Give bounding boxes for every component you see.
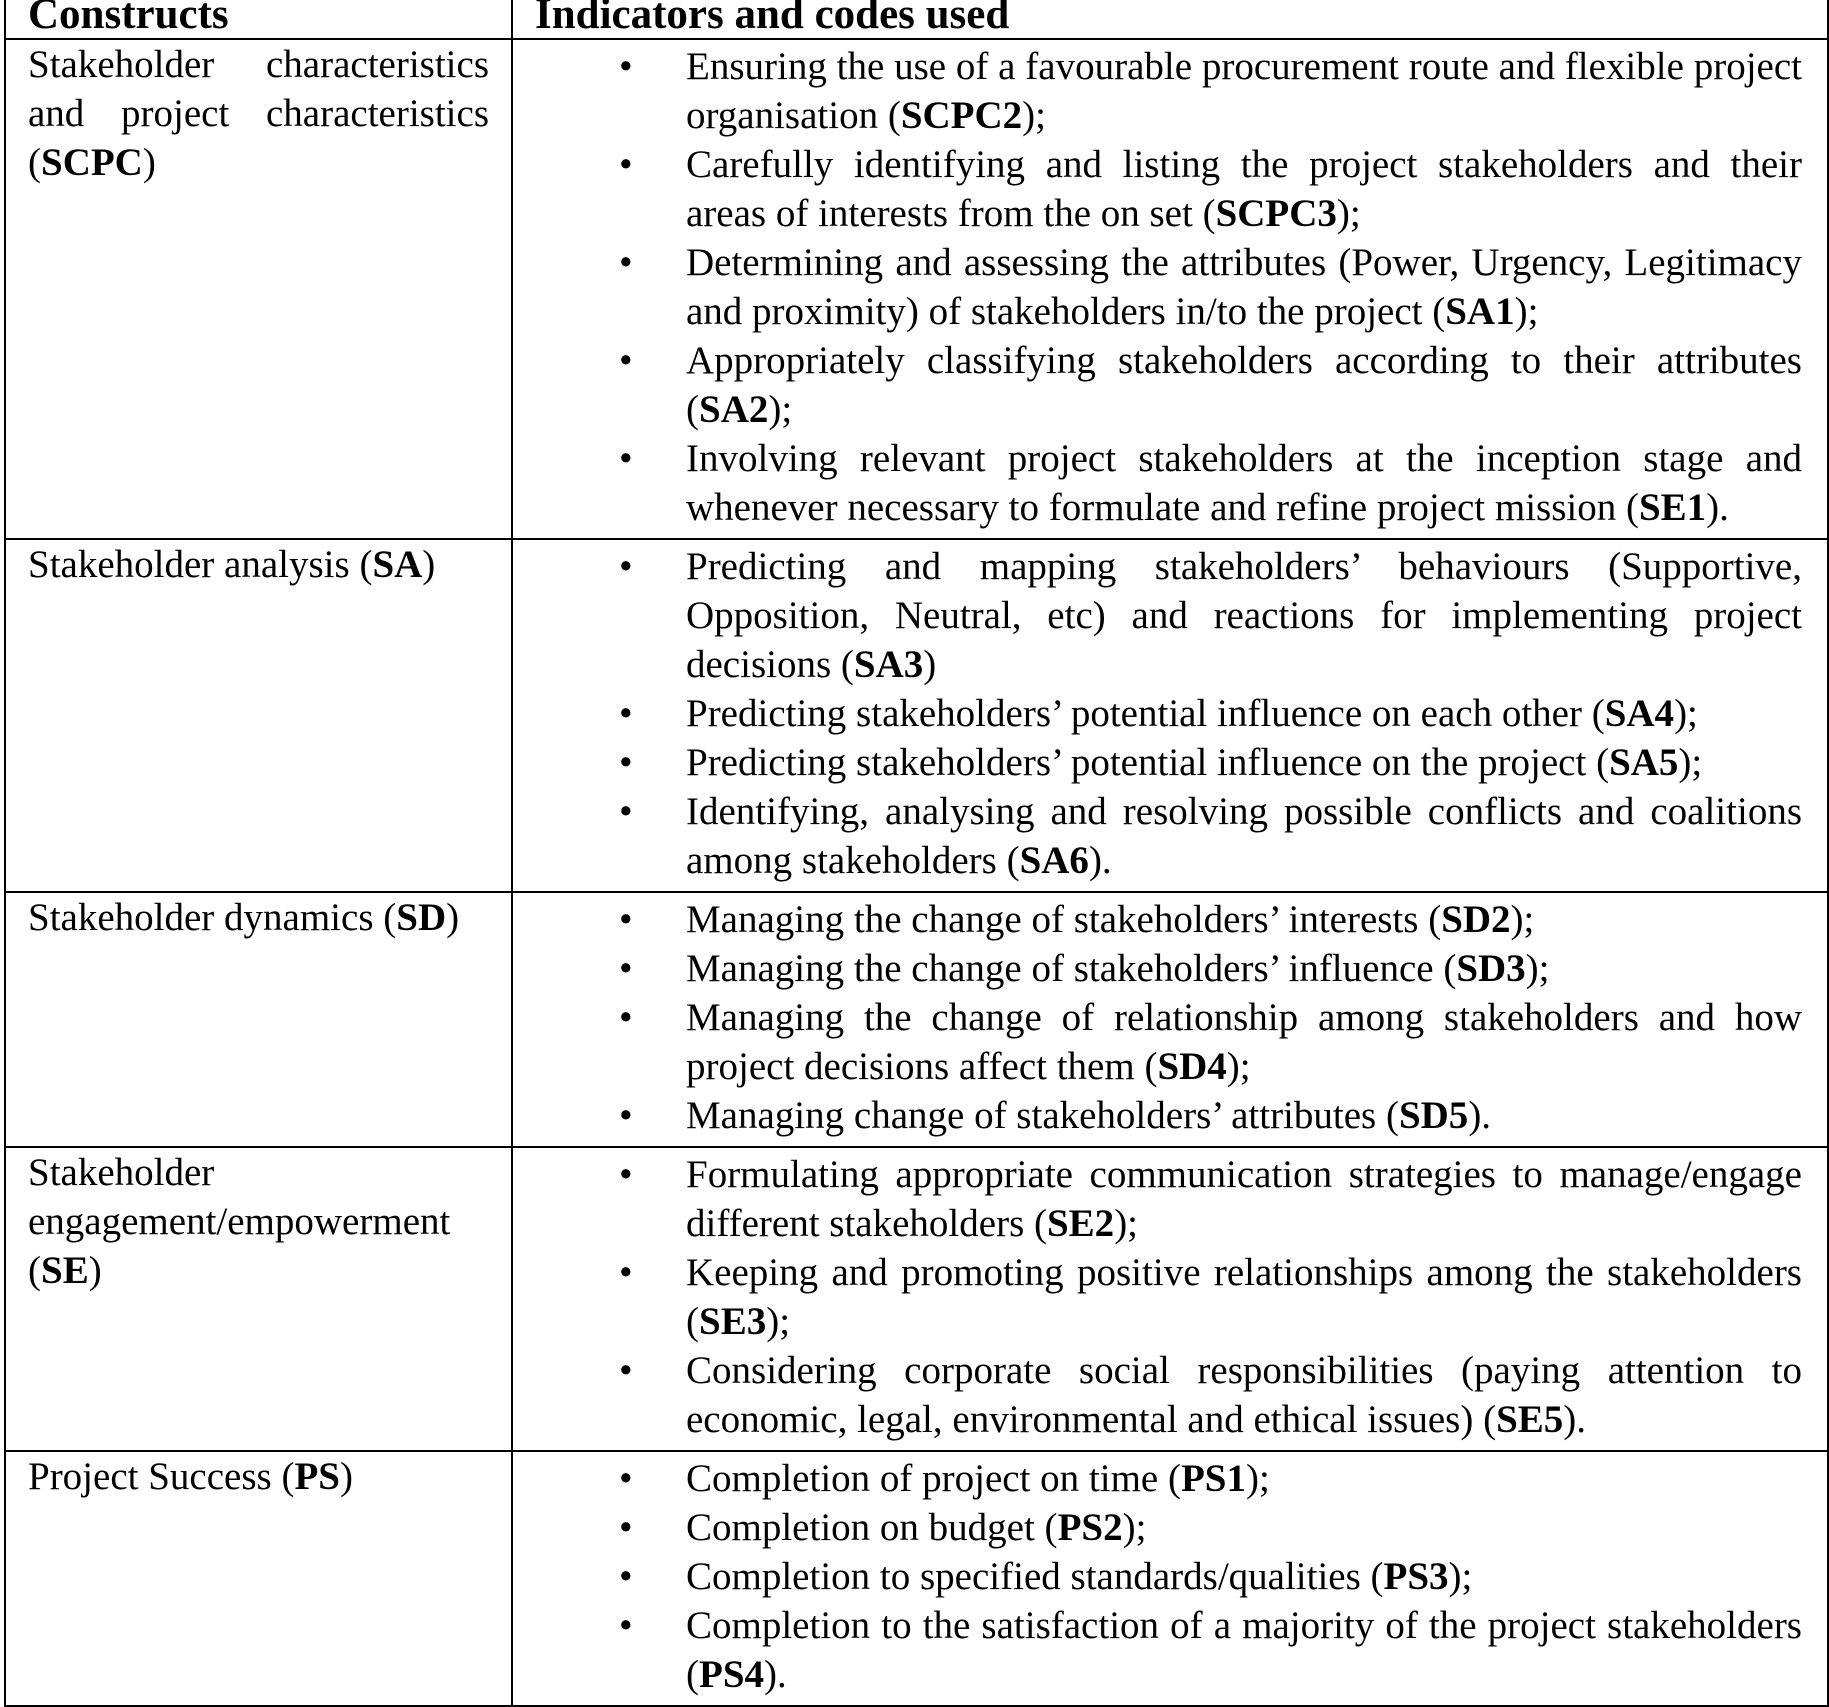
indicators-cell (512, 539, 1828, 892)
indicator-code: SE2 (1046, 1202, 1115, 1245)
indicator-code: PS4 (699, 1653, 765, 1696)
indicator-end: ). (1706, 486, 1729, 529)
indicator-code: SCPC3 (1215, 192, 1337, 235)
list-item (513, 738, 1802, 787)
header-constructs: Constructs (5, 0, 512, 39)
indicator-end: ); (1674, 692, 1698, 735)
construct-code: SD (396, 896, 447, 939)
indicator-end: ). (764, 1653, 787, 1696)
indicator-code: PS3 (1383, 1555, 1449, 1598)
header-indicators: Indicators and codes used (512, 0, 1828, 39)
list-item (513, 1454, 1802, 1503)
table-row (5, 39, 1828, 539)
constructs-table (4, 0, 1829, 1707)
table-row (5, 1451, 1828, 1706)
indicator-text: Appropriately classifying stakeholders according to their attributes ( (686, 339, 1802, 431)
list-item (513, 1552, 1802, 1601)
indicator-text: Predicting stakeholders’ potential influence on each other ( (686, 692, 1605, 735)
header-row (5, 0, 1828, 39)
construct-name: Stakeholder characteristics and project characteristics (28, 43, 489, 135)
construct-code: PS (294, 1455, 340, 1498)
construct-code: SA (372, 543, 423, 586)
list-item (513, 944, 1802, 993)
list-item (513, 1091, 1802, 1140)
construct-name: Project Success (28, 1455, 272, 1498)
indicator-code: SD3 (1456, 947, 1526, 990)
table-body (5, 39, 1828, 1706)
table-row (5, 539, 1828, 892)
construct-code: SCPC (41, 141, 143, 184)
indicator-text: Predicting stakeholders’ potential influence on the project ( (686, 741, 1610, 784)
construct-cell: Stakeholder engagement/empowerment (SE) (5, 1147, 512, 1451)
indicator-end: ); (1678, 741, 1703, 784)
indicator-text: Involving relevant project stakeholders at the inception stage and whenever necessary to formulate and refine project mission ( (686, 437, 1802, 529)
table-row (5, 1147, 1828, 1451)
indicator-list (513, 1454, 1802, 1699)
construct-code: SE (41, 1249, 89, 1292)
indicator-text: Managing change of stakeholders’ attributes ( (686, 1094, 1399, 1137)
indicator-code: PS2 (1057, 1506, 1123, 1549)
indicator-text: Managing the change of stakeholders’ interests ( (686, 898, 1442, 941)
indicator-end: ). (1563, 1398, 1587, 1441)
indicators-cell (512, 1147, 1828, 1451)
indicator-end: ) (923, 643, 937, 686)
indicator-text: Completion to specified standards/qualities ( (686, 1555, 1384, 1598)
indicator-end: ); (1525, 947, 1550, 990)
indicator-code: SE5 (1496, 1398, 1564, 1441)
indicator-code: SA4 (1604, 692, 1675, 735)
construct-cell: Project Success (PS) (5, 1451, 512, 1706)
list-item (513, 140, 1802, 238)
indicators-cell (512, 892, 1828, 1147)
indicators-cell (512, 39, 1828, 539)
indicator-text: Managing the change of stakeholders’ influence ( (686, 947, 1457, 990)
indicator-code: PS1 (1180, 1457, 1246, 1500)
indicator-code: SA5 (1609, 741, 1679, 784)
indicator-code: SA6 (1019, 839, 1089, 882)
indicator-code: SE3 (699, 1300, 767, 1343)
indicator-end: ); (766, 1300, 791, 1343)
indicator-code: SA1 (1445, 290, 1515, 333)
indicator-text: Predicting and mapping stakeholders’ behaviours (Supportive, Opposition, Neutral, etc) and reactions for implementing project decisions ( (686, 545, 1802, 686)
construct-name: Stakeholder engagement/empowerment (28, 1151, 451, 1243)
indicators-cell (512, 1451, 1828, 1706)
indicator-list (513, 895, 1802, 1140)
table-row (5, 892, 1828, 1147)
indicator-text: Considering corporate social responsibilities (paying attention to economic, legal, environmental and ethical issues) ( (686, 1349, 1802, 1441)
list-item (513, 1601, 1802, 1699)
indicator-end: ); (1448, 1555, 1473, 1598)
construct-name: Stakeholder analysis (28, 543, 350, 586)
indicator-end: ); (1022, 94, 1046, 137)
construct-cell: Stakeholder analysis (SA) (5, 539, 512, 892)
list-item (513, 1346, 1802, 1444)
indicator-text: Formulating appropriate communication strategies to manage/engage different stakeholders ( (686, 1153, 1802, 1245)
list-item (513, 1150, 1802, 1248)
list-item (513, 895, 1802, 944)
indicator-end: ); (1122, 1506, 1147, 1549)
indicator-list (513, 542, 1802, 885)
indicator-end: ). (1468, 1094, 1492, 1137)
list-item (513, 689, 1802, 738)
indicator-text: Ensuring the use of a favourable procurement route and flexible project organisation ( (686, 45, 1802, 137)
list-item (513, 1503, 1802, 1552)
construct-cell: Stakeholder characteristics and project characteristics (SCPC) (5, 39, 512, 539)
indicator-end: ); (1336, 192, 1361, 235)
indicator-code: SA3 (853, 643, 924, 686)
indicator-end: ). (1088, 839, 1112, 882)
indicator-text: Carefully identifying and listing the project stakeholders and their areas of interests from the on set ( (686, 143, 1802, 235)
indicator-code: SD5 (1398, 1094, 1469, 1137)
list-item (513, 434, 1802, 532)
indicator-list (513, 42, 1802, 532)
list-item (513, 993, 1802, 1091)
indicator-end: ); (1114, 1202, 1139, 1245)
indicator-end: ); (1246, 1457, 1270, 1500)
indicator-code: SD4 (1157, 1045, 1227, 1088)
list-item (513, 238, 1802, 336)
list-item (513, 42, 1802, 140)
indicator-list (513, 1150, 1802, 1444)
indicator-end: ); (768, 388, 793, 431)
indicator-code: SCPC2 (900, 94, 1023, 137)
list-item (513, 542, 1802, 689)
indicator-text: Completion to the satisfaction of a majority of the project stakeholders ( (686, 1604, 1802, 1696)
construct-name: Stakeholder dynamics (28, 896, 374, 939)
indicator-end: ); (1510, 898, 1535, 941)
indicator-text: Completion on budget ( (686, 1506, 1058, 1549)
list-item (513, 336, 1802, 434)
indicator-code: SE1 (1638, 486, 1707, 529)
list-item (513, 1248, 1802, 1346)
indicator-end: ); (1226, 1045, 1251, 1088)
indicator-code: SA2 (699, 388, 769, 431)
indicator-text: Identifying, analysing and resolving possible conflicts and coalitions among stakeholders ( (686, 790, 1802, 882)
construct-cell: Stakeholder dynamics (SD) (5, 892, 512, 1147)
indicator-end: ); (1514, 290, 1539, 333)
list-item (513, 787, 1802, 885)
indicator-text: Determining and assessing the attributes (Power, Urgency, Legitimacy and proximity) of stakeholders in/to the project ( (686, 241, 1802, 333)
indicator-text: Keeping and promoting positive relationships among the stakeholders ( (686, 1251, 1802, 1343)
indicator-text: Managing the change of relationship among stakeholders and how project decisions affect them ( (686, 996, 1802, 1088)
indicator-text: Completion of project on time ( (686, 1457, 1181, 1500)
indicator-code: SD2 (1441, 898, 1511, 941)
